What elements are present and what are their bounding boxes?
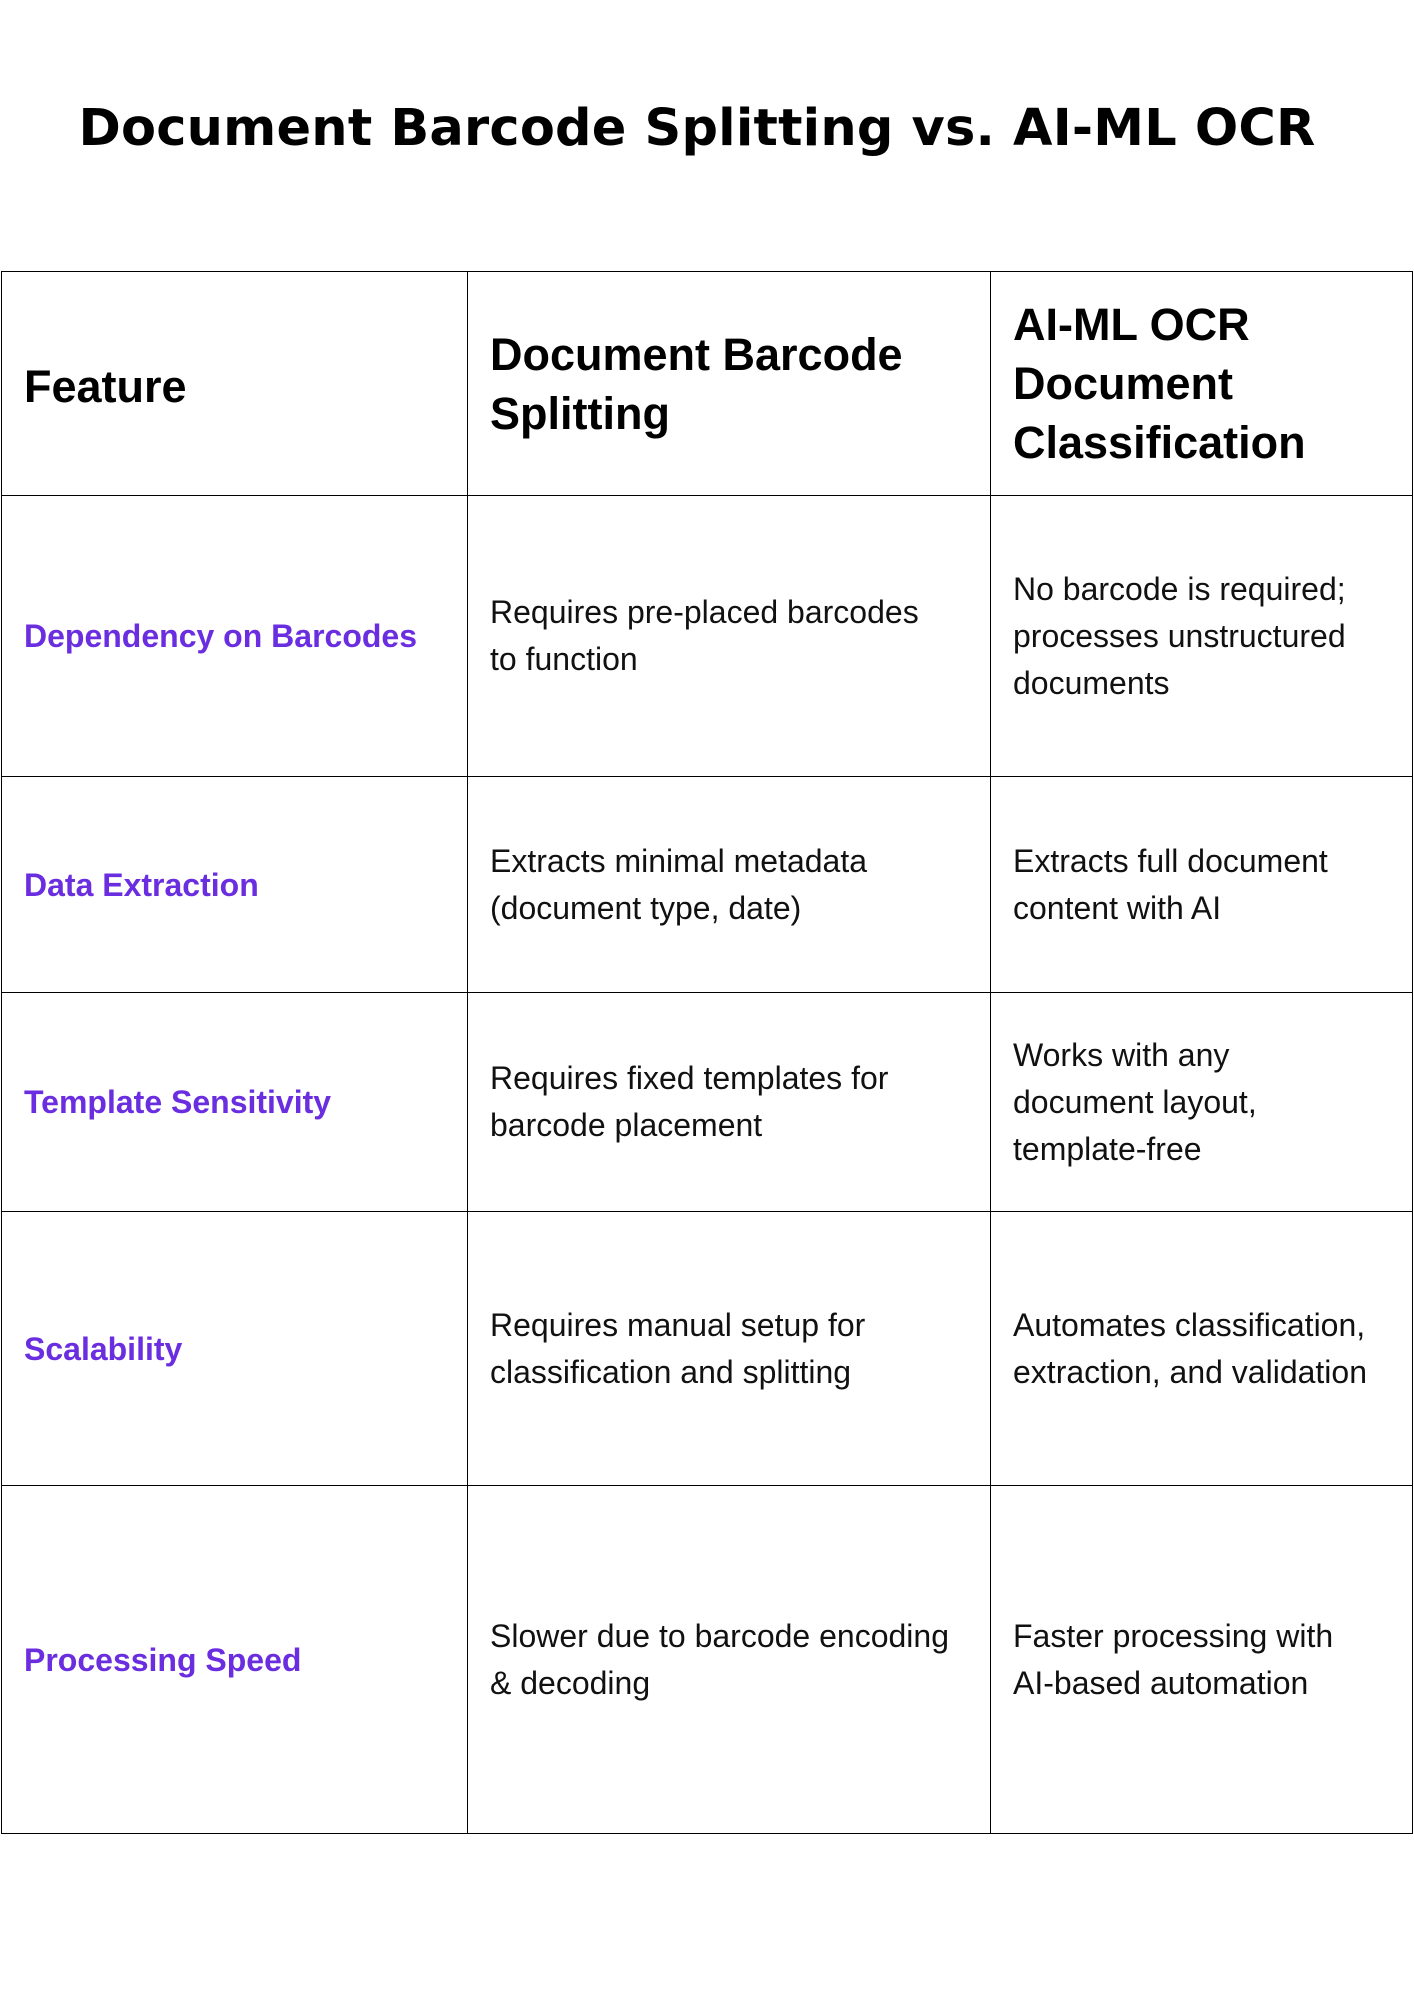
table-row: [2, 777, 1413, 993]
feature-cell: Scalability: [2, 1212, 468, 1486]
aiml-cell: Automates classification, extraction, and validation: [991, 1212, 1413, 1486]
table-row: [2, 1486, 1413, 1834]
header-barcode-splitting: Document Barcode Splitting: [468, 272, 991, 496]
header-aiml-ocr: AI-ML OCR Document Classification: [991, 272, 1413, 496]
feature-cell: Data Extraction: [2, 777, 468, 993]
barcode-cell: Requires manual setup for classification and splitting: [468, 1212, 991, 1486]
aiml-cell: Faster processing with AI-based automation: [991, 1486, 1413, 1834]
comparison-table: [1, 271, 1413, 1834]
feature-cell: Processing Speed: [2, 1486, 468, 1834]
aiml-cell: Extracts full document content with AI: [991, 777, 1413, 993]
table-row: [2, 993, 1413, 1212]
barcode-cell: Requires fixed templates for barcode placement: [468, 993, 991, 1212]
header-feature: Feature: [2, 272, 468, 496]
barcode-cell: Requires pre-placed barcodes to function: [468, 496, 991, 777]
aiml-cell: Works with any document layout, template-free: [991, 993, 1413, 1212]
barcode-cell: Extracts minimal metadata (document type, date): [468, 777, 991, 993]
feature-cell: Template Sensitivity: [2, 993, 468, 1212]
table-header-row: [2, 272, 1413, 496]
page-title: Document Barcode Splitting vs. AI-ML OCR: [78, 99, 1316, 158]
barcode-cell: Slower due to barcode encoding & decoding: [468, 1486, 991, 1834]
feature-cell: Dependency on Barcodes: [2, 496, 468, 777]
aiml-cell: No barcode is required; processes unstructured documents: [991, 496, 1413, 777]
table-row: [2, 1212, 1413, 1486]
table-row: [2, 496, 1413, 777]
